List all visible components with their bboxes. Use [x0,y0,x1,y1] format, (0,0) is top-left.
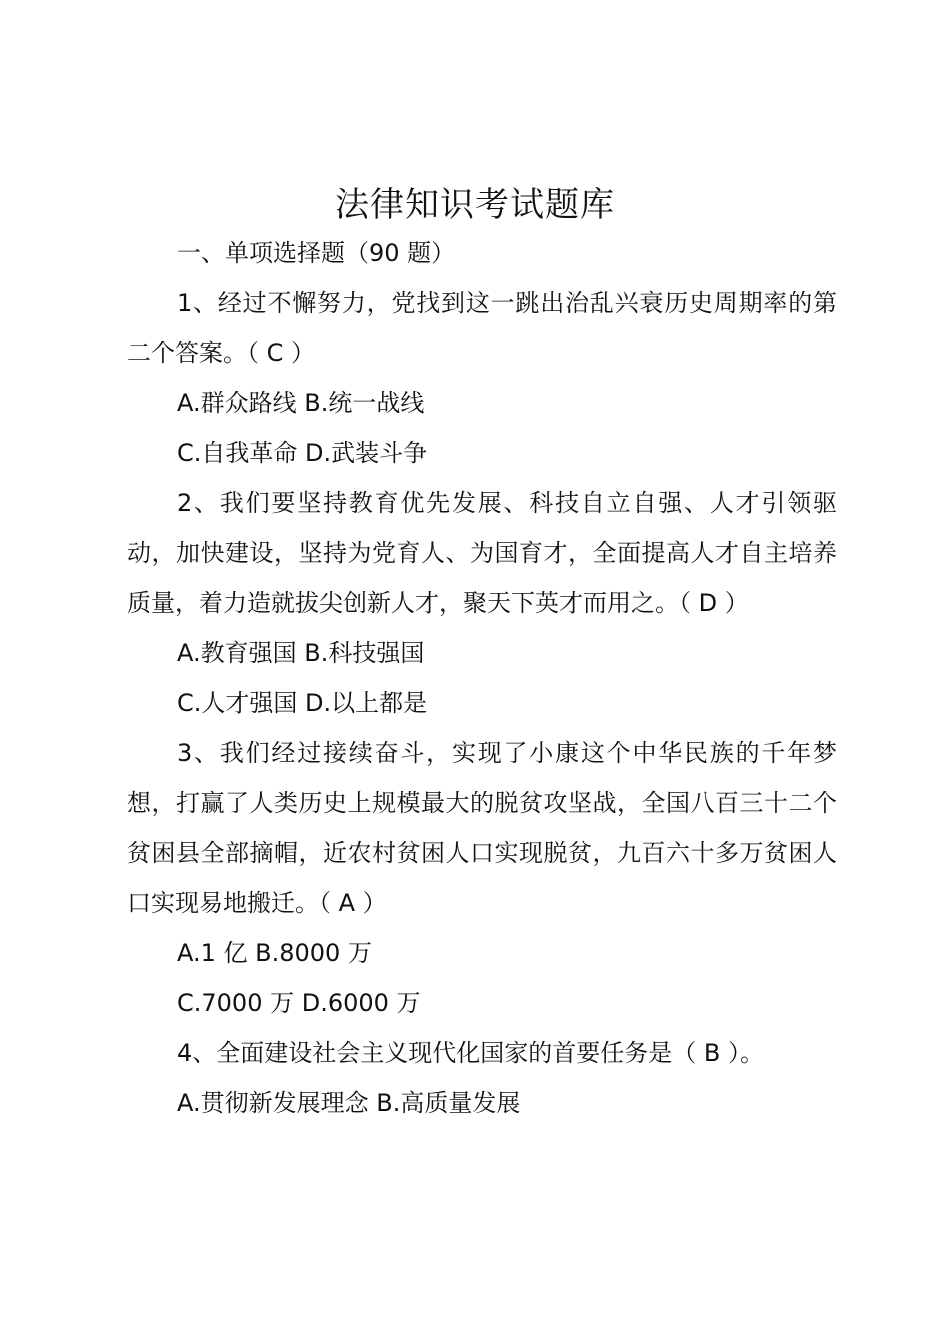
question-1-options-cd: C.自我革命 D.武装斗争 [177,439,428,467]
document-body [127,228,837,1128]
document-title: 法律知识考试题库 [335,185,615,225]
question-2-stem: 2、我们要坚持教育优先发展、科技自立自强、人才引领驱动，加快建设，坚持为党育人、为国育才，全面提高人才自主培养质量，着力造就拔尖创新人才，聚天下英才而用之。（ D ） [127,489,837,617]
question-4-stem: 4、全面建设社会主义现代化国家的首要任务是（ B ）。 [177,1039,764,1067]
question-1-stem: 1、经过不懈努力，党找到这一跳出治乱兴衰历史周期率的第二个答案。（ C ） [127,289,837,367]
question-4-options-ab: A.贯彻新发展理念 B.高质量发展 [177,1089,521,1117]
question-3-stem: 3、我们经过接续奋斗，实现了小康这个中华民族的千年梦想，打赢了人类历史上规模最大的脱贫攻坚战，全国八百三十二个贫困县全部摘帽，近农村贫困人口实现脱贫，九百六十多万贫困人口实现易地搬迁。（ A ） [127,739,837,917]
question-2-options-cd: C.人才强国 D.以上都是 [177,689,428,717]
question-3-options-ab: A.1 亿 B.8000 万 [177,939,372,967]
section-heading: 一、单项选择题（90 题） [177,239,456,267]
question-1-options-ab: A.群众路线 B.统一战线 [177,389,425,417]
question-3-options-cd: C.7000 万 D.6000 万 [177,989,421,1017]
question-2-options-ab: A.教育强国 B.科技强国 [177,639,425,667]
